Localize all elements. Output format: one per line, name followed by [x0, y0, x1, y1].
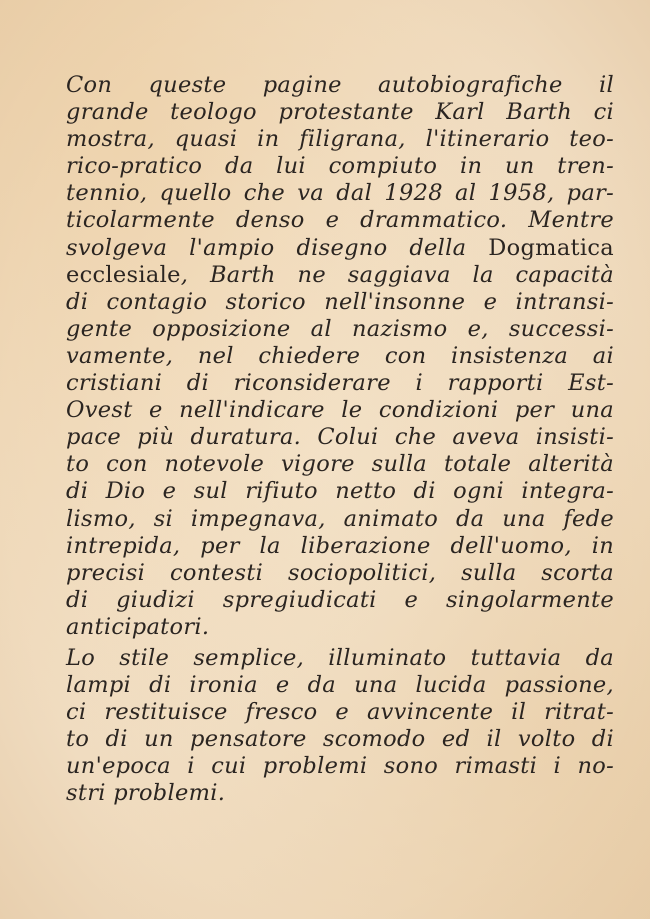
- text-segment: svolgeva l'ampio disegno della: [66, 234, 489, 261]
- text-line: to con notevole vigore sulla totale alterità: [66, 451, 614, 478]
- text-line: intrepida, per la liberazione dell'uomo, in: [66, 532, 614, 559]
- text-line: lampi di ironia e da una lucida passione,: [66, 672, 614, 699]
- book-title-segment: ecclesiale: [66, 261, 181, 288]
- text-line: di contagio storico nell'insonne e intransi-: [66, 288, 614, 315]
- text-line: Lo stile semplice, illuminato tuttavia da: [66, 644, 614, 671]
- text-line: Ovest e nell'indicare le condizioni per una: [66, 397, 614, 424]
- text-line: cristiani di riconsiderare i rapporti Est-: [66, 370, 614, 397]
- text-segment: , Barth ne saggiava la capacità: [180, 261, 614, 288]
- text-line: lismo, si impegnava, animato da una fede: [66, 505, 614, 532]
- text-line: precisi contesti sociopolitici, sulla scorta: [66, 559, 614, 586]
- text-line: to di un pensatore scomodo ed il volto di: [66, 726, 614, 753]
- book-title-segment: Dogmatica: [488, 234, 614, 261]
- text-line: ticolarmente denso e drammatico. Mentre: [66, 207, 614, 234]
- text-line: anticipatori.: [66, 613, 210, 640]
- blurb-text: [66, 72, 614, 808]
- text-line: tennio, quello che va dal 1928 al 1958, par-: [66, 180, 614, 207]
- paragraph-2: [66, 645, 614, 808]
- text-line: rico-pratico da lui compiuto in un tren-: [66, 153, 614, 180]
- text-line: pace più duratura. Colui che aveva insisti-: [66, 424, 614, 451]
- text-line: grande teologo protestante Karl Barth ci: [66, 99, 614, 126]
- text-line: mostra, quasi in filigrana, l'itinerario teo-: [66, 126, 614, 153]
- text-line: stri problemi.: [66, 780, 226, 807]
- text-line: di giudizi spregiudicati e singolarmente: [66, 586, 614, 613]
- text-line: di Dio e sul rifiuto netto di ogni integra-: [66, 478, 614, 505]
- text-line: ci restituisce fresco e avvincente il ritrat-: [66, 699, 614, 726]
- text-line: un'epoca i cui problemi sono rimasti i no-: [66, 753, 614, 780]
- text-line: gente opposizione al nazismo e, successi-: [66, 315, 614, 342]
- text-line: Con queste pagine autobiografiche il: [66, 72, 614, 98]
- text-line: vamente, nel chiedere con insistenza ai: [66, 342, 614, 369]
- text-line: [66, 262, 614, 289]
- paragraph-1: [66, 72, 614, 641]
- text-line: [66, 235, 614, 262]
